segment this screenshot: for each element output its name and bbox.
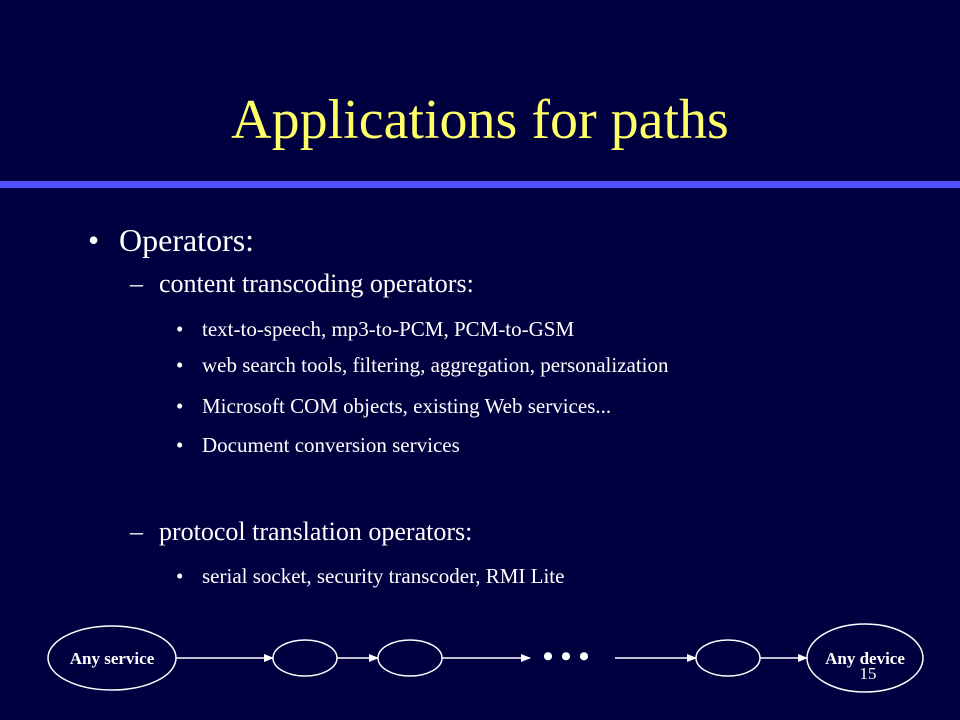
device-node-label: Any device [825,649,905,668]
section-heading-text: content transcoding operators: [159,269,474,298]
list-item-text: text-to-speech, mp3-to-PCM, PCM-to-GSM [202,317,575,341]
bullet-icon: • [176,353,184,377]
service-node-label: Any service [69,649,155,668]
section-heading-text: protocol translation operators: [159,517,473,546]
operator-node [696,640,760,676]
bullet-icon: • [176,394,184,418]
bullet-icon: • [88,222,100,258]
ellipsis-dots: • • • [542,640,590,673]
operator-node [273,640,337,676]
operator-node [378,640,442,676]
path-diagram [0,610,960,720]
list-item-text: serial socket, security transcoder, RMI Lite [202,564,565,588]
list-item-text: Microsoft COM objects, existing Web services... [202,394,612,418]
bullet-icon: • [176,564,184,588]
list-item-text: Document conversion services [202,433,460,457]
slide-title: Applications for paths [231,89,729,151]
bullet-icon: • [176,317,184,341]
list-item-text: web search tools, filtering, aggregation, personalization [202,353,669,377]
bullet-icon: • [176,433,184,457]
dash-icon: – [130,269,143,298]
page-number: 15 [859,664,877,683]
dash-icon: – [130,517,143,546]
operators-label: Operators: [119,222,255,258]
title-divider [0,181,960,188]
